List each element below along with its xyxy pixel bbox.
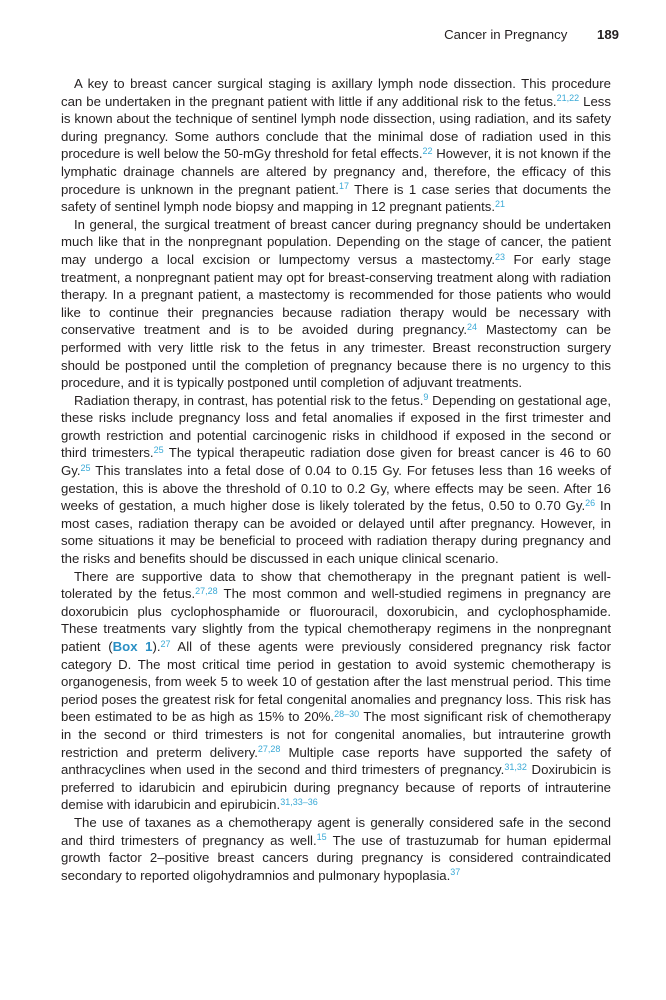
- box-1-link[interactable]: Box 1: [112, 639, 153, 654]
- body-text-run: The most common and well-studied regimens in pregnancy are doxorubicin plus cyclophosphamide or fluorouracil, doxorubicin, and cyclophosphamide. These treatments vary slightly from the typical chemotherapy regimens in the nonpregnant patient (: [61, 586, 611, 654]
- citation-ref[interactable]: 37: [450, 867, 461, 878]
- body-text-run: In general, the surgical treatment of breast cancer during pregnancy should be undertaken much like that in the nonpregnant population. Depending on the stage of cancer, the patient may undergo a local excision or lumpectomy versus a mastectomy.: [61, 216, 611, 267]
- body-text-run: For early stage treatment, a nonpregnant patient may opt for breast-conserving treatment along with radiation therapy. In a pregnant patient, a mastectomy is recommended for those patients who would like to continue their pregnancies because radiation therapy would be necessary with conservative treatment and is to be avoided during pregnancy.: [61, 251, 611, 338]
- article-body: [61, 75, 611, 884]
- citation-ref[interactable]: 25: [80, 462, 91, 473]
- citation-ref[interactable]: 26: [585, 497, 596, 508]
- citation-ref[interactable]: 31,32: [504, 761, 527, 772]
- body-text-run: Less is known about the technique of sentinel lymph node dissection, using radiation, and its safety during pregnancy. Some authors conclude that the minimal dose of radiation used in this procedure is well below the 50-mGy threshold for fetal effects.: [61, 93, 611, 162]
- paragraph: [61, 568, 611, 814]
- body-text-run: Multiple case reports have supported the safety of anthracyclines when used in the second and third trimesters of pregnancy.: [61, 744, 612, 778]
- body-text-run: The use of taxanes as a chemotherapy agent is generally considered safe in the second and third trimesters of pregnancy as well.: [61, 814, 611, 848]
- running-title: Cancer in Pregnancy: [444, 27, 568, 42]
- citation-ref[interactable]: 28–30: [334, 708, 360, 719]
- citation-ref[interactable]: 31,33–36: [280, 796, 318, 807]
- body-text-run: The use of trastuzumab for human epidermal growth factor 2–positive breast cancers during pregnancy is considered contraindicated secondary to reported oligohydramnios and pulmonary hypoplasia.: [61, 832, 611, 883]
- body-text-run: A key to breast cancer surgical staging is axillary lymph node dissection. This procedure can be undertaken in the pregnant patient with little if any additional risk to the fetus.: [61, 76, 611, 109]
- page-number: 189: [596, 27, 619, 42]
- body-text-run: Depending on gestational age, these risks include pregnancy loss and fetal anomalies if exposed in the first trimester and growth restriction and potential carcinogenic risks in childhood if exposed in the second or third trimesters.: [61, 392, 612, 461]
- paragraph: [61, 75, 611, 216]
- body-text-run: Radiation therapy, in contrast, has potential risk to the fetus.: [74, 392, 424, 408]
- body-text-run: ).: [152, 639, 161, 654]
- paragraph: [61, 814, 611, 884]
- citation-ref[interactable]: 22: [422, 145, 433, 156]
- body-text-run: There is 1 case series that documents the safety of sentinel lymph node biopsy and mapping in 12 pregnant patients.: [61, 181, 611, 215]
- citation-ref[interactable]: 27,28: [257, 744, 281, 755]
- running-head: [444, 27, 619, 43]
- citation-ref[interactable]: 9: [423, 392, 429, 403]
- citation-ref[interactable]: 21,22: [556, 93, 580, 104]
- citation-ref[interactable]: 27,28: [195, 585, 218, 596]
- body-text-run: The most significant risk of chemotherapy in the second or third trimesters is not for congenital anomalies, but intrauterine growth restriction and preterm delivery.: [61, 709, 611, 760]
- body-text-run: In most cases, radiation therapy can be avoided or delayed until after pregnancy. However, in some situations it may be beneficial to proceed with radiation therapy during pregnancy and the risks and benefits should be discussed in each unique clinical scenario.: [61, 498, 611, 567]
- paragraph: [61, 216, 611, 392]
- citation-ref[interactable]: 21: [495, 198, 506, 209]
- citation-ref[interactable]: 27: [160, 638, 171, 649]
- body-text-run: This translates into a fetal dose of 0.04 to 0.15 Gy. For fetuses less than 16 weeks of gestation, this is above the threshold of 0.10 to 0.2 Gy, where effects may be seen. After 16 weeks of gestation, a much higher dose is likely tolerated by the fetus, 0.50 to 0.70 Gy.: [61, 463, 611, 514]
- body-text-run: However, it is not known if the lymphatic drainage channels are altered by pregnancy and, therefore, the efficacy of this procedure is unknown in the pregnant patient.: [61, 146, 611, 197]
- citation-ref[interactable]: 23: [495, 251, 506, 262]
- body-text-run: Doxirubicin is preferred to idarubicin and epirubicin during pregnancy because of reports of intrauterine demise with idarubicin and epirubicin.: [61, 762, 611, 813]
- paragraph: [61, 392, 611, 568]
- body-text-run: All of these agents were previously considered pregnancy risk factor category D. The most critical time period in gestation to avoid systemic chemotherapy is organogenesis, from week 5 to week 10 of gestation after the last menstrual period. This time period poses the greatest risk for fetal congenital anomalies and pregnancy loss. This risk has been estimated to be as high as 15% to 20%.: [61, 639, 611, 725]
- citation-ref[interactable]: 15: [316, 832, 327, 843]
- body-text-run: The typical therapeutic radiation dose given for breast cancer is 46 to 60 Gy.: [61, 445, 611, 479]
- body-text-run: Mastectomy can be performed with very little risk to the fetus in any trimester. Breast reconstruction surgery should be postponed until the completion of pregnancy because there is no urgency to this procedure, and it is typically postponed until completion of adjuvant treatments.: [61, 322, 611, 391]
- body-text-run: There are supportive data to show that chemotherapy in the pregnant patient is well-tolerated by the fetus.: [61, 568, 611, 602]
- citation-ref[interactable]: 25: [153, 445, 164, 456]
- citation-ref[interactable]: 17: [338, 181, 349, 192]
- citation-ref[interactable]: 24: [466, 321, 477, 332]
